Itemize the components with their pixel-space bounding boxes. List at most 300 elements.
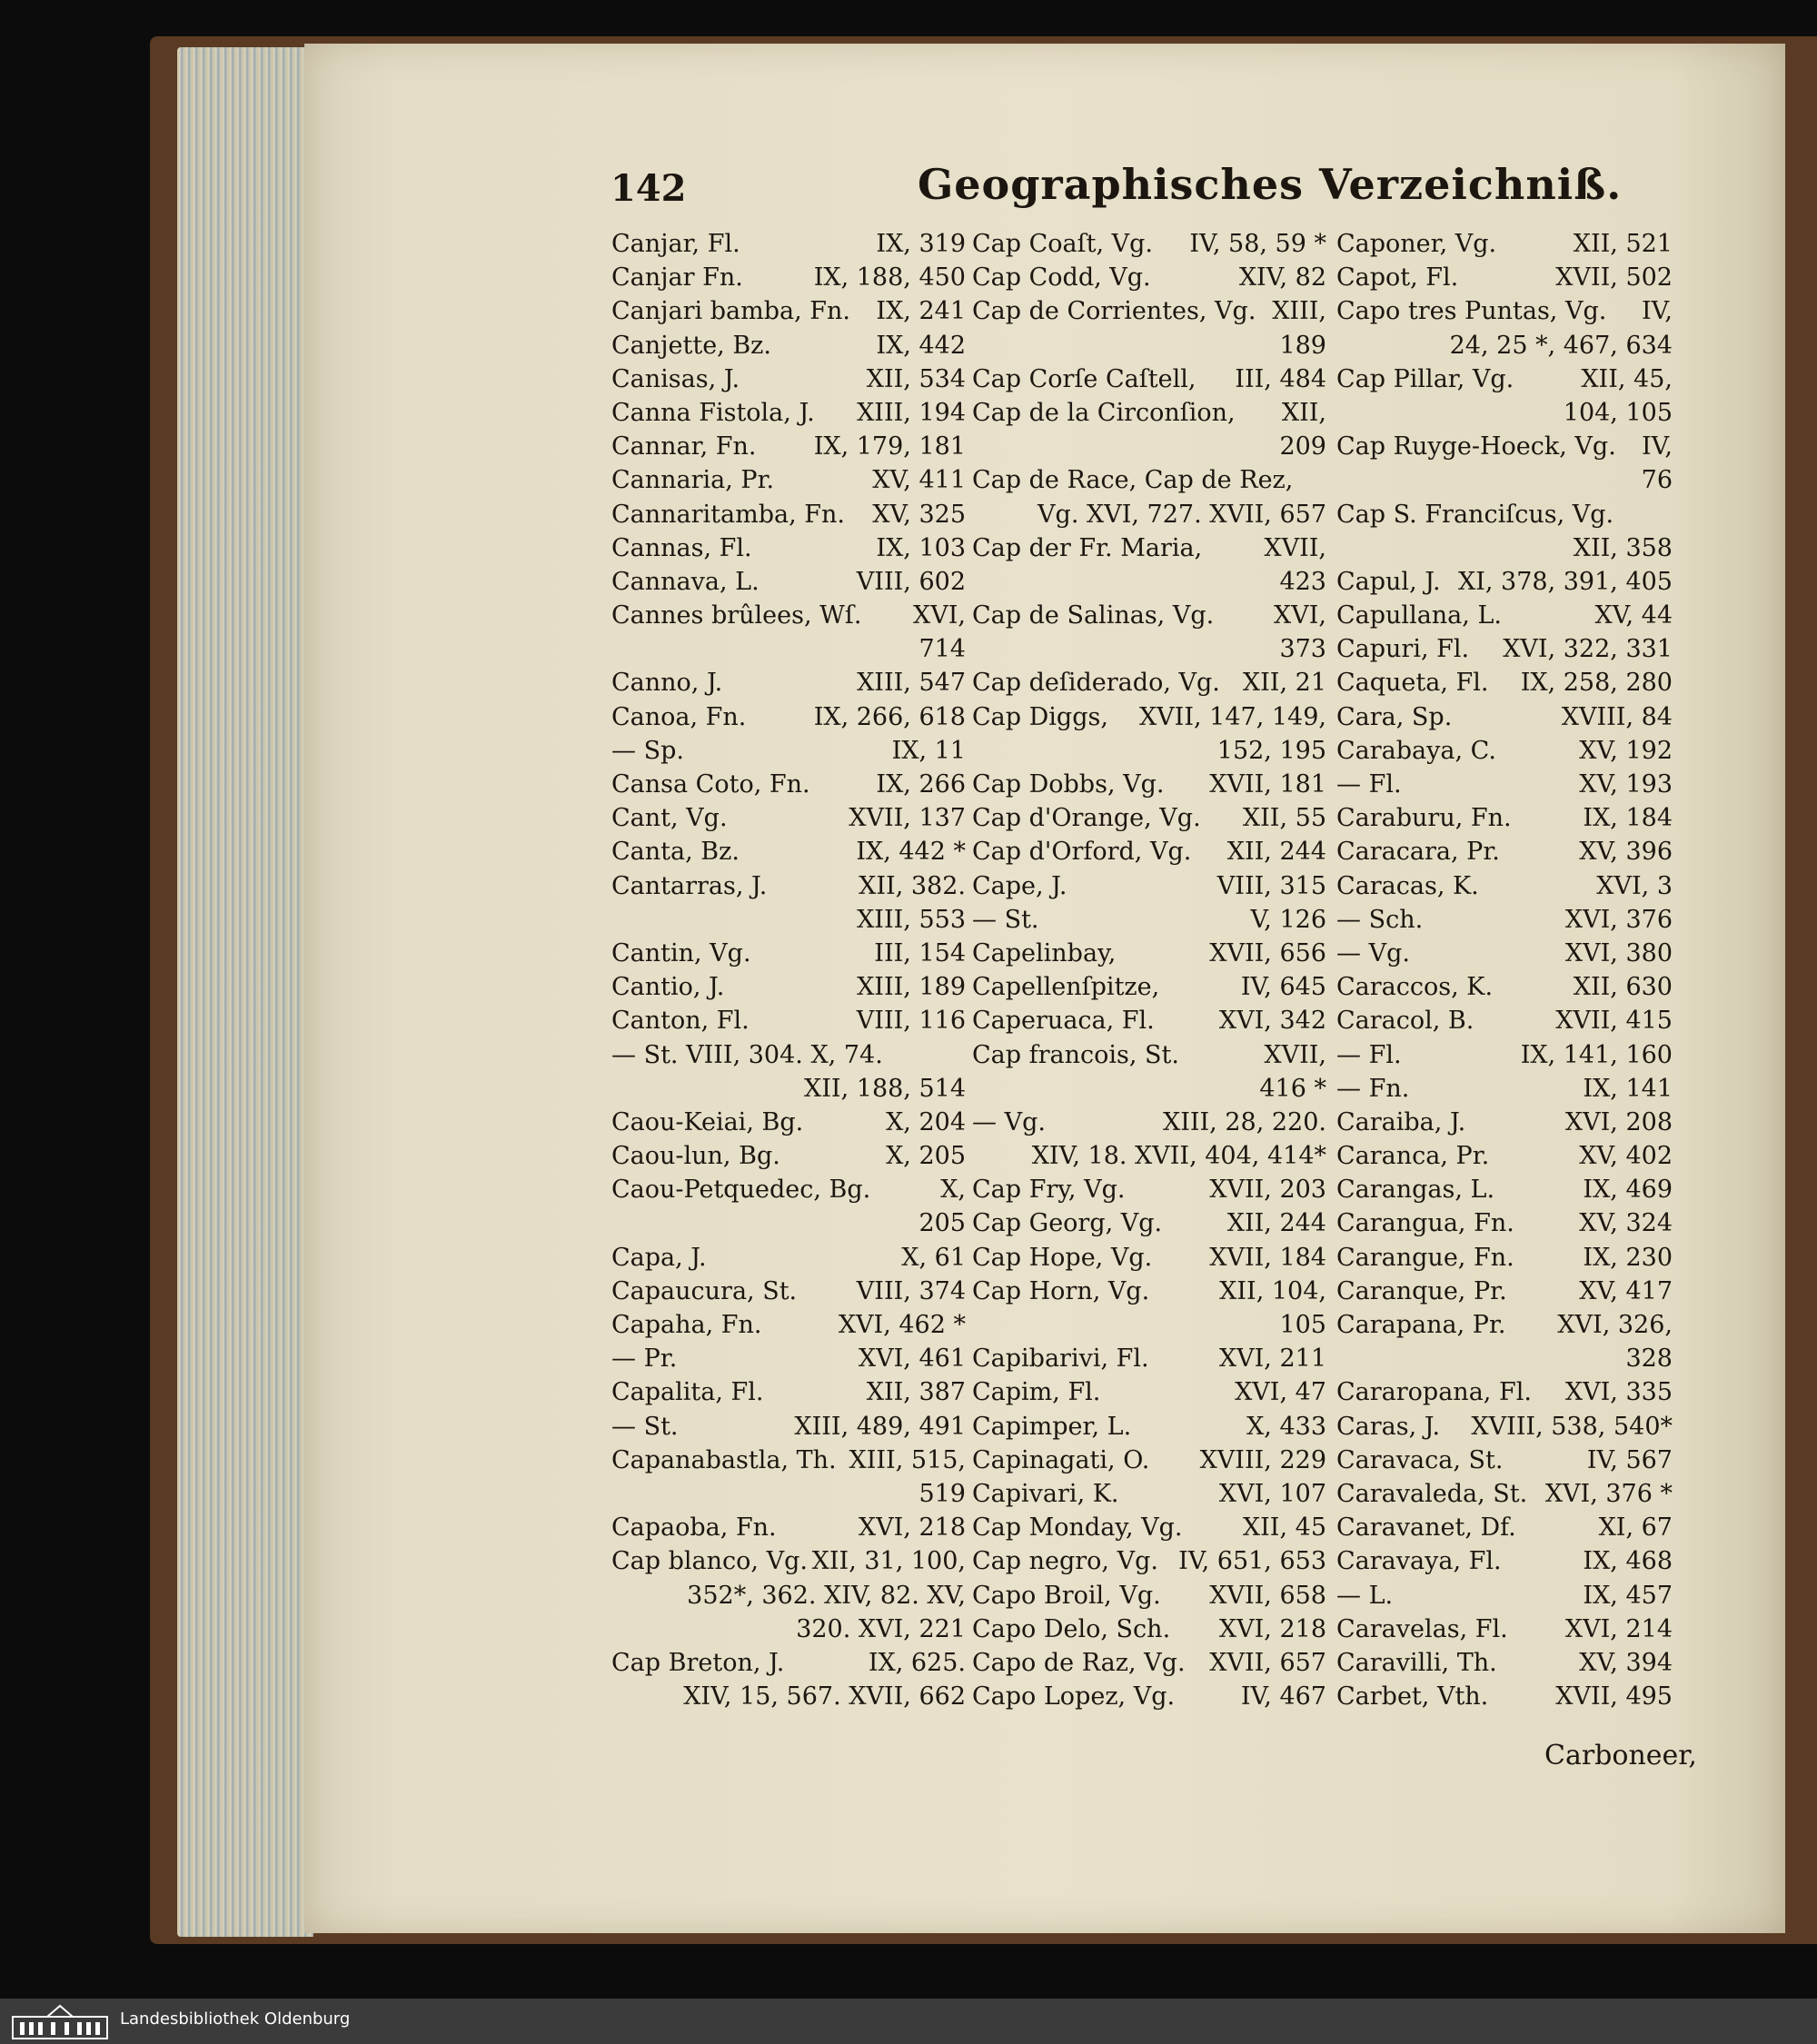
entry-name: Cap d'Orange, Vg. [972, 804, 1201, 833]
index-entry [1336, 1072, 1673, 1106]
entry-name: Caranca, Pr. [1336, 1142, 1490, 1171]
index-entry [1336, 1444, 1673, 1477]
entry-reference: IX, 266, 618 [813, 702, 966, 731]
entry-name: Cap Hope, Vg. [972, 1243, 1153, 1272]
entry-reference: XIII, 489, 491 [794, 1412, 966, 1441]
entry-name: Caracas, K. [1336, 871, 1479, 900]
index-entry [972, 498, 1326, 531]
entry-name: Capul, J. [1336, 567, 1441, 596]
entry-name: Canton, Fl. [611, 1007, 750, 1036]
entry-reference: IX, 179, 181 [813, 432, 966, 461]
entry-reference: X, 204 [886, 1107, 966, 1136]
index-entry [611, 430, 966, 463]
entry-name: Caracara, Pr. [1336, 838, 1500, 867]
index-entry [1336, 227, 1673, 261]
index-entry [972, 1680, 1326, 1713]
entry-name: Capaucura, St. [611, 1276, 798, 1305]
entry-reference: XVII, 657 [1209, 1648, 1326, 1677]
index-entry [972, 294, 1326, 328]
entry-reference: VIII, 116 [856, 1007, 966, 1036]
entry-name: Caravaya, Fl. [1336, 1547, 1502, 1576]
entry-name: Capanabastla, Th. [611, 1445, 837, 1474]
entry-reference: XVII, 137 [849, 804, 966, 833]
entry-reference: IX, 230 [1583, 1243, 1673, 1272]
entry-reference: IX, 457 [1583, 1581, 1673, 1610]
index-entry [1336, 970, 1673, 1004]
entry-name: — L. [1336, 1581, 1394, 1610]
index-entry [1336, 1680, 1673, 1713]
page-edges [177, 47, 313, 1937]
index-entry [611, 700, 966, 734]
entry-reference: XIII, [1272, 297, 1326, 326]
entry-reference: XIII, 28, 220. [1162, 1107, 1326, 1136]
entry-reference: XVIII, 538, 540* [1471, 1412, 1673, 1441]
index-entry [972, 261, 1326, 294]
entry-name: — Fl. [1336, 770, 1402, 799]
entry-reference: XII, 45 [1242, 1513, 1326, 1543]
index-entry [972, 1275, 1326, 1308]
index-entry [972, 1139, 1326, 1173]
index-entry [611, 1038, 966, 1072]
index-entry [1336, 498, 1673, 531]
entry-reference: XVI, 211 [1218, 1344, 1326, 1374]
index-column-1 [611, 227, 966, 1713]
entry-reference: IX, 258, 280 [1520, 669, 1673, 698]
entry-name: Capibarivi, Fl. [972, 1344, 1149, 1374]
entry-reference: XII, 104, [1219, 1276, 1326, 1305]
entry-name: Carbet, Vth. [1336, 1682, 1489, 1712]
entry-name: Caraccos, K. [1336, 973, 1494, 1002]
index-entry [972, 1612, 1326, 1646]
index-entry [611, 1173, 966, 1206]
index-entry [611, 1275, 966, 1308]
index-entry [972, 599, 1326, 632]
entry-name: Cap der Fr. Maria, [972, 533, 1203, 562]
entry-reference: XVI, 342 [1218, 1007, 1326, 1036]
entry-name: Caraburu, Fn. [1336, 804, 1512, 833]
index-entry [611, 869, 966, 903]
entry-reference: IX, 103 [876, 533, 966, 562]
index-entry [611, 396, 966, 430]
entry-reference: XVIII, 84 [1561, 702, 1673, 731]
entry-name: Cap Dobbs, Vg. [972, 770, 1165, 799]
entry-reference: IX, 188, 450 [813, 263, 966, 293]
entry-reference: X, 61 [901, 1243, 966, 1272]
index-entry [972, 700, 1326, 734]
index-entry [1336, 1173, 1673, 1206]
entry-reference: XVI, 326, [1557, 1311, 1673, 1339]
entry-name: Cara, Sp. [1336, 702, 1453, 731]
index-entry [972, 396, 1326, 430]
entry-reference: 328 [1625, 1344, 1673, 1374]
entry-name: Capivari, K. [972, 1479, 1119, 1508]
entry-reference: VIII, 374 [856, 1276, 966, 1305]
entry-reference: IV, [1641, 432, 1673, 461]
index-entry [1336, 801, 1673, 835]
entry-name: — St. [972, 905, 1039, 934]
entry-name: Caravelas, Fl. [1336, 1614, 1508, 1643]
entry-name: Canna Fistola, J. [611, 398, 815, 427]
entry-name: Cansa Coto, Fn. [611, 770, 810, 799]
entry-reference: XIV, 18. XVII, 404, 414* [1031, 1142, 1326, 1171]
index-entry [972, 463, 1326, 497]
entry-name: Cap d'Orford, Vg. [972, 838, 1192, 867]
index-entry [972, 1342, 1326, 1375]
index-entry [972, 1038, 1326, 1072]
index-entry [611, 565, 966, 599]
index-entry [1336, 835, 1673, 868]
entry-reference: 373 [1279, 635, 1326, 664]
entry-name: Canoa, Fn. [611, 702, 747, 731]
entry-reference: XV, 394 [1579, 1648, 1673, 1677]
index-entry [1336, 666, 1673, 700]
index-entry [972, 1072, 1326, 1106]
entry-name: — Sch. [1336, 905, 1424, 934]
index-entry [972, 768, 1326, 801]
entry-reference: X, [940, 1176, 966, 1205]
entry-reference: 352*, 362. XIV, 82. XV, [687, 1581, 966, 1610]
index-entry [972, 362, 1326, 396]
entry-reference: XVII, 415 [1555, 1007, 1673, 1036]
index-entry [1336, 937, 1673, 970]
index-entry [611, 768, 966, 801]
entry-name: Capo Broil, Vg. [972, 1581, 1161, 1610]
entry-reference: IV, 567 [1586, 1445, 1673, 1474]
entry-reference: XIV, 15, 567. XVII, 662 [683, 1682, 966, 1712]
entry-name: Cantio, J. [611, 973, 725, 1002]
entry-name: — Vg. [1336, 938, 1410, 967]
index-entry [972, 666, 1326, 700]
index-entry [611, 1410, 966, 1444]
entry-reference: IV, 645 [1240, 973, 1326, 1002]
index-entry [611, 1646, 966, 1680]
entry-reference: XVI, 218 [858, 1513, 966, 1543]
entry-reference: XIII, 194 [857, 398, 966, 427]
entry-name: Canjar Fn. [611, 263, 743, 293]
entry-reference: IX, 184 [1583, 804, 1673, 833]
entry-reference: 105 [1279, 1311, 1326, 1339]
entry-reference: XVII, 502 [1555, 263, 1673, 293]
entry-name: Canjette, Bz. [611, 331, 771, 360]
entry-name: Cap Ruyge-Hoeck, Vg. [1336, 432, 1616, 461]
entry-reference: XV, 192 [1579, 736, 1673, 765]
entry-reference: XII, 534 [866, 364, 966, 393]
entry-reference: 205 [918, 1209, 966, 1238]
entry-name: Capim, Fl. [972, 1378, 1101, 1407]
entry-name: Caou-Petquedec, Bg. [611, 1176, 871, 1205]
index-entry [611, 1511, 966, 1544]
entry-reference: XVI, 47 [1235, 1378, 1326, 1407]
entry-reference: IV, 467 [1240, 1682, 1326, 1712]
entry-name: Cap Corſe Caſtell, [972, 364, 1196, 393]
entry-reference: XVII, 495 [1555, 1682, 1673, 1712]
entry-reference: XIII, 553 [857, 905, 966, 934]
entry-name: Carapana, Pr. [1336, 1311, 1506, 1339]
index-entry [1336, 1241, 1673, 1275]
entry-name: Caranque, Pr. [1336, 1276, 1507, 1305]
index-entry [972, 835, 1326, 868]
entry-reference: XIII, 515, [849, 1445, 966, 1474]
entry-name: Carabaya, C. [1336, 736, 1496, 765]
entry-reference: XV, 193 [1579, 770, 1673, 799]
entry-reference: XVI, 376 * [1544, 1479, 1673, 1508]
entry-reference: XVII, [1264, 1040, 1326, 1069]
entry-reference: XVI, 462 * [838, 1311, 966, 1339]
index-entry [1336, 1342, 1673, 1375]
entry-reference: XVII, [1264, 533, 1326, 562]
entry-reference: 519 [918, 1479, 966, 1508]
index-entry [1336, 1612, 1673, 1646]
index-entry [1336, 734, 1673, 768]
index-entry [972, 734, 1326, 768]
entry-name: Cap Breton, J. [611, 1648, 785, 1677]
index-entry [972, 632, 1326, 666]
index-entry [972, 1004, 1326, 1037]
entry-name: Caras, J. [1336, 1412, 1441, 1441]
entry-name: Cap Codd, Vg. [972, 263, 1151, 293]
entry-reference: IX, 11 [891, 736, 966, 765]
entry-reference: XII, 382. [859, 871, 966, 900]
entry-reference: XV, 325 [872, 500, 966, 529]
entry-name: Caperuaca, Fl. [972, 1007, 1155, 1036]
entry-reference: XIII, 189 [857, 973, 966, 1002]
index-entry [1336, 1646, 1673, 1680]
entry-reference: XVI, [913, 601, 966, 630]
entry-name: Carangue, Fn. [1336, 1243, 1514, 1272]
entry-name: Canjar, Fl. [611, 230, 740, 258]
entry-name: Cant, Vg. [611, 804, 728, 833]
index-entry [611, 734, 966, 768]
index-entry [611, 599, 966, 632]
index-entry [1336, 430, 1673, 463]
entry-reference: IX, 442 * [856, 838, 966, 867]
index-entry [1336, 565, 1673, 599]
entry-reference: III, 154 [874, 938, 966, 967]
entry-reference: 320. XVI, 221 [796, 1614, 966, 1643]
entry-reference: XV, 411 [872, 466, 966, 495]
index-entry [1336, 329, 1673, 362]
entry-reference: XII, 358 [1573, 533, 1673, 562]
index-entry [1336, 1375, 1673, 1409]
entry-reference: IX, 241 [876, 297, 966, 326]
index-entry [972, 1410, 1326, 1444]
entry-name: Caou-Keiai, Bg. [611, 1107, 804, 1136]
entry-name: Capinagati, O. [972, 1445, 1150, 1474]
entry-name: Cap Monday, Vg. [972, 1513, 1183, 1543]
index-entry [1336, 294, 1673, 328]
library-name: Landesbibliothek Oldenburg [120, 2009, 351, 2029]
entry-reference: XVI, 380 [1564, 938, 1673, 967]
entry-name: Cap negro, Vg. [972, 1547, 1158, 1576]
index-entry [1336, 599, 1673, 632]
entry-reference: XVII, 203 [1209, 1176, 1326, 1205]
entry-name: Cap blanco, Vg. [611, 1547, 808, 1576]
entry-name: — Fl. [1336, 1040, 1402, 1069]
entry-name: Capo de Raz, Vg. [972, 1648, 1186, 1677]
index-entry [1336, 1308, 1673, 1342]
entry-name: Capaoba, Fn. [611, 1513, 777, 1543]
entry-reference: XII, 21 [1242, 669, 1326, 698]
entry-name: Capuri, Fl. [1336, 635, 1470, 664]
index-entry [611, 1477, 966, 1511]
entry-reference: XVII, 658 [1209, 1581, 1326, 1610]
entry-reference: IX, 266 [876, 770, 966, 799]
entry-reference: 104, 105 [1563, 398, 1673, 427]
entry-reference: XVII, 656 [1209, 938, 1326, 967]
index-entry [972, 1544, 1326, 1578]
entry-name: Cap deſiderado, Vg. [972, 669, 1220, 698]
index-entry [611, 1106, 966, 1139]
entry-name: — Vg. [972, 1107, 1046, 1136]
entry-name: Cap Fry, Vg. [972, 1176, 1126, 1205]
entry-reference: IX, 141 [1583, 1074, 1673, 1103]
entry-reference: XVII, 181 [1209, 770, 1326, 799]
entry-reference: XV, 396 [1579, 838, 1673, 867]
entry-name: Cape, J. [972, 871, 1067, 900]
index-entry [611, 903, 966, 937]
entry-reference: IX, 469 [1583, 1176, 1673, 1205]
entry-reference: IV, 651, 653 [1178, 1547, 1326, 1576]
footer-bar [0, 1999, 1817, 2044]
index-entry [1336, 396, 1673, 430]
entry-name: Carangua, Fn. [1336, 1209, 1514, 1238]
entry-reference: X, 205 [886, 1142, 966, 1171]
entry-reference: 416 * [1259, 1074, 1326, 1103]
index-entry [972, 1173, 1326, 1206]
entry-name: Capot, Fl. [1336, 263, 1459, 293]
entry-name: Canisas, J. [611, 364, 740, 393]
index-entry [611, 1241, 966, 1275]
entry-name: — Fn. [1336, 1074, 1410, 1103]
entry-reference: IV, [1641, 297, 1673, 326]
index-column-2 [972, 227, 1326, 1713]
index-entry [611, 1342, 966, 1375]
entry-reference: XII, 244 [1226, 1209, 1326, 1238]
entry-name: Cap de Race, Cap de Rez, [972, 466, 1294, 495]
index-entry [1336, 1206, 1673, 1240]
index-entry [972, 227, 1326, 261]
entry-name: Cannaria, Pr. [611, 466, 775, 495]
entry-name: Cannes brûlees, Wſ. [611, 601, 862, 630]
index-entry [1336, 1139, 1673, 1173]
entry-reference: XV, 324 [1579, 1209, 1673, 1238]
entry-name: Capa, J. [611, 1243, 707, 1272]
entry-reference: XII, [1281, 398, 1326, 427]
entry-reference: VIII, 602 [856, 567, 966, 596]
index-entry [611, 362, 966, 396]
entry-name: Caravaleda, St. [1336, 1479, 1528, 1508]
entry-name: Capaha, Fn. [611, 1311, 762, 1339]
entry-reference: XIII, 547 [857, 669, 966, 698]
index-entry [972, 801, 1326, 835]
entry-reference: XI, 378, 391, 405 [1458, 567, 1673, 596]
entry-name: — Pr. [611, 1344, 678, 1374]
entry-reference: XV, 417 [1579, 1276, 1673, 1305]
entry-reference: III, 484 [1235, 364, 1326, 393]
entry-name: Cararopana, Fl. [1336, 1378, 1532, 1407]
entry-name: Capelinbay, [972, 938, 1117, 967]
library-building-icon [11, 2002, 109, 2040]
entry-name: Cap Horn, Vg. [972, 1276, 1150, 1305]
index-entry [1336, 1477, 1673, 1511]
index-column-3 [1336, 227, 1673, 1713]
index-entry [611, 1579, 966, 1612]
index-entry [611, 1612, 966, 1646]
entry-name: Capalita, Fl. [611, 1378, 764, 1407]
entry-reference: XVI, 107 [1218, 1479, 1326, 1508]
entry-reference: XII, 387 [866, 1378, 966, 1407]
entry-reference: IX, 141, 160 [1520, 1040, 1673, 1069]
entry-name: Caou-lun, Bg. [611, 1142, 780, 1171]
entry-reference: XVIII, 229 [1199, 1445, 1326, 1474]
entry-reference: XII, 45, [1581, 364, 1673, 393]
entry-reference: XI, 67 [1598, 1513, 1673, 1543]
index-entry [972, 1308, 1326, 1342]
index-entry [972, 1477, 1326, 1511]
index-entry [1336, 261, 1673, 294]
index-entry [1336, 1579, 1673, 1612]
entry-name: Cannas, Fl. [611, 533, 752, 562]
entry-name: Canta, Bz. [611, 838, 740, 867]
index-entry [1336, 903, 1673, 937]
entry-name: Cantarras, J. [611, 871, 768, 900]
entry-name: Cap de la Circonſion, [972, 398, 1236, 427]
entry-name: Canno, J. [611, 669, 723, 698]
index-entry [611, 1544, 966, 1578]
entry-name: Capo tres Puntas, Vg. [1336, 297, 1607, 326]
entry-reference: 76 [1641, 466, 1673, 495]
entry-reference: 209 [1279, 432, 1326, 461]
entry-reference: IX, 442 [876, 331, 966, 360]
index-entry [972, 430, 1326, 463]
entry-name: Cap S. Franciſcus, Vg. [1336, 500, 1614, 529]
index-entry [1336, 1038, 1673, 1072]
entry-reference: XII, 521 [1573, 230, 1673, 258]
entry-reference: XII, 188, 514 [804, 1074, 966, 1103]
entry-name: Cap de Salinas, Vg. [972, 601, 1215, 630]
index-entry [972, 1646, 1326, 1680]
entry-reference: XVI, 376 [1564, 905, 1673, 934]
index-entry [1336, 1275, 1673, 1308]
entry-reference: XVI, [1274, 601, 1326, 630]
index-entry [1336, 1544, 1673, 1578]
entry-reference: 152, 195 [1216, 736, 1326, 765]
entry-name: Caponer, Vg. [1336, 230, 1497, 258]
index-entry [972, 565, 1326, 599]
index-entry [611, 1308, 966, 1342]
index-entry [1336, 1004, 1673, 1037]
index-entry [611, 329, 966, 362]
entry-reference: IV, 58, 59 * [1189, 230, 1326, 258]
entry-reference: 714 [918, 635, 966, 664]
entry-reference: VIII, 315 [1216, 871, 1326, 900]
index-entry [1336, 362, 1673, 396]
entry-reference: XVI, 461 [858, 1344, 966, 1374]
index-entry [972, 1444, 1326, 1477]
entry-name: Capo Lopez, Vg. [972, 1682, 1176, 1712]
index-entry [972, 869, 1326, 903]
index-entry [611, 294, 966, 328]
entry-name: Caravilli, Th. [1336, 1648, 1497, 1677]
page-number: 142 [611, 167, 687, 210]
index-entry [611, 227, 966, 261]
index-entry [611, 261, 966, 294]
index-entry [972, 329, 1326, 362]
index-entry [972, 1241, 1326, 1275]
entry-reference: XVI, 214 [1564, 1614, 1673, 1643]
index-entry [611, 937, 966, 970]
entry-reference: Vg. XVI, 727. XVII, 657 [1038, 500, 1326, 529]
